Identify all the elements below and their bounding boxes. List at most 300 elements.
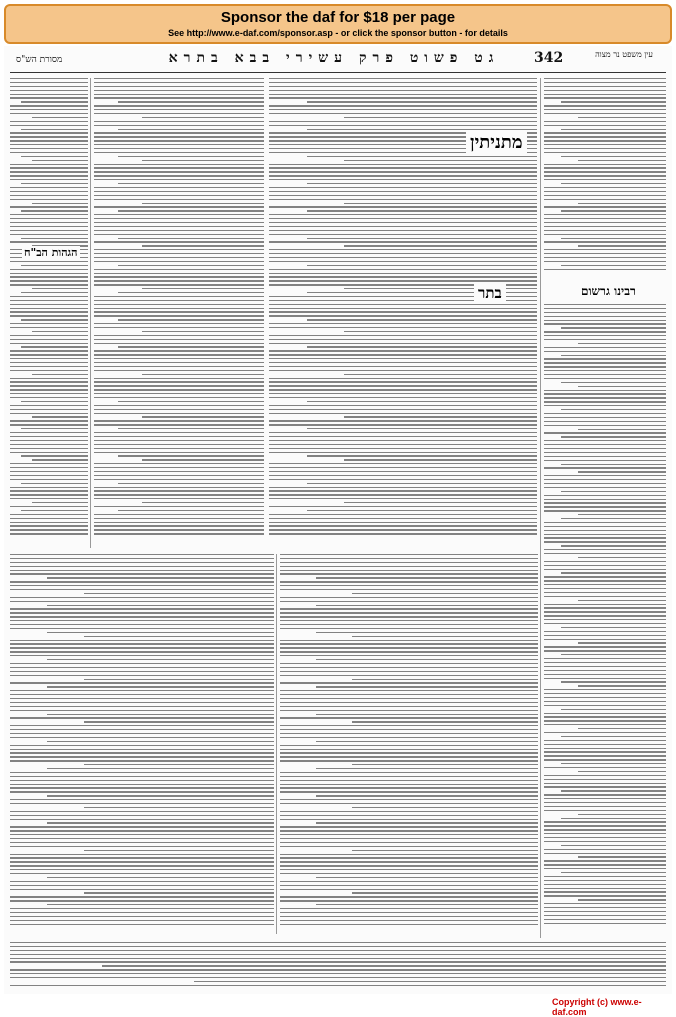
text-line bbox=[21, 183, 88, 184]
text-line bbox=[269, 125, 537, 126]
text-line bbox=[10, 514, 88, 515]
text-line bbox=[10, 651, 274, 652]
text-line bbox=[544, 611, 666, 612]
text-line bbox=[544, 171, 666, 172]
text-line bbox=[142, 374, 264, 375]
text-line bbox=[10, 946, 666, 947]
text-line bbox=[269, 405, 537, 406]
text-line bbox=[10, 308, 88, 309]
text-line bbox=[10, 276, 88, 277]
text-line bbox=[10, 558, 274, 559]
text-line bbox=[544, 425, 666, 426]
text-line bbox=[561, 627, 666, 628]
text-line bbox=[269, 315, 537, 316]
text-line bbox=[280, 671, 538, 672]
text-line bbox=[94, 206, 264, 207]
column-divider-3 bbox=[276, 554, 277, 934]
text-line bbox=[544, 919, 666, 920]
text-line bbox=[544, 187, 666, 188]
text-line bbox=[280, 566, 538, 567]
text-line bbox=[544, 378, 666, 379]
text-line bbox=[544, 440, 666, 441]
text-line bbox=[21, 428, 88, 429]
text-line bbox=[94, 249, 264, 250]
sponsor-banner-title[interactable]: Sponsor the daf for $18 per page bbox=[220, 9, 456, 26]
text-line bbox=[307, 183, 537, 184]
text-line bbox=[10, 671, 274, 672]
text-line bbox=[94, 533, 264, 534]
mishnah-heading: מתניתין bbox=[466, 132, 527, 153]
text-line bbox=[280, 920, 538, 921]
text-line bbox=[84, 850, 274, 851]
talmud-page bbox=[4, 46, 672, 994]
text-line bbox=[10, 339, 88, 340]
text-line bbox=[10, 358, 88, 359]
text-line bbox=[10, 132, 88, 133]
text-line bbox=[280, 834, 538, 835]
text-line bbox=[544, 631, 666, 632]
sponsor-banner[interactable] bbox=[4, 4, 672, 44]
text-line bbox=[578, 899, 666, 900]
text-line bbox=[94, 280, 264, 281]
text-line bbox=[269, 86, 537, 87]
text-line bbox=[561, 545, 666, 546]
text-line bbox=[280, 784, 538, 785]
text-line bbox=[94, 187, 264, 188]
text-line bbox=[544, 510, 666, 511]
text-line bbox=[561, 464, 666, 465]
text-line bbox=[94, 304, 264, 305]
text-line bbox=[269, 413, 537, 414]
text-line bbox=[10, 803, 274, 804]
text-line bbox=[280, 881, 538, 882]
text-line bbox=[269, 525, 537, 526]
text-line bbox=[10, 179, 88, 180]
text-line bbox=[10, 405, 88, 406]
text-line bbox=[269, 82, 537, 83]
text-line bbox=[21, 238, 88, 239]
text-line bbox=[561, 518, 666, 519]
text-line bbox=[578, 203, 666, 204]
text-line bbox=[561, 572, 666, 573]
text-line bbox=[269, 494, 537, 495]
text-line bbox=[10, 518, 88, 519]
text-line bbox=[10, 393, 88, 394]
text-line bbox=[578, 245, 666, 246]
text-line bbox=[10, 675, 274, 676]
text-line bbox=[316, 659, 538, 660]
text-line bbox=[94, 393, 264, 394]
text-line bbox=[544, 148, 666, 149]
text-line bbox=[269, 467, 537, 468]
text-line bbox=[269, 311, 537, 312]
text-line bbox=[94, 253, 264, 254]
text-line bbox=[544, 331, 666, 332]
text-line bbox=[21, 129, 88, 130]
text-line bbox=[561, 238, 666, 239]
text-line bbox=[280, 729, 538, 730]
page-number: 342 bbox=[534, 50, 564, 66]
text-line bbox=[352, 764, 538, 765]
text-line bbox=[544, 199, 666, 200]
text-line bbox=[94, 358, 264, 359]
text-line bbox=[94, 498, 264, 499]
text-line bbox=[10, 942, 666, 943]
text-line bbox=[280, 608, 538, 609]
text-line bbox=[269, 522, 537, 523]
text-line bbox=[280, 612, 538, 613]
text-line bbox=[561, 845, 666, 846]
text-line bbox=[94, 343, 264, 344]
text-line bbox=[544, 783, 666, 784]
text-line bbox=[544, 339, 666, 340]
text-line bbox=[10, 452, 88, 453]
text-line bbox=[280, 756, 538, 757]
text-line bbox=[269, 358, 537, 359]
text-line bbox=[10, 624, 274, 625]
text-line bbox=[269, 490, 537, 491]
text-line bbox=[544, 895, 666, 896]
text-line bbox=[544, 358, 666, 359]
text-line bbox=[544, 705, 666, 706]
text-line bbox=[280, 819, 538, 820]
text-line bbox=[94, 109, 264, 110]
text-line bbox=[269, 276, 537, 277]
text-line bbox=[118, 265, 264, 266]
text-line bbox=[544, 604, 666, 605]
text-line bbox=[10, 842, 274, 843]
text-line bbox=[10, 327, 88, 328]
text-line bbox=[94, 222, 264, 223]
text-line bbox=[269, 529, 537, 530]
text-line bbox=[10, 471, 88, 472]
text-line bbox=[280, 640, 538, 641]
text-line bbox=[32, 416, 88, 417]
text-line bbox=[10, 86, 88, 87]
text-line bbox=[280, 873, 538, 874]
text-line bbox=[544, 506, 666, 507]
text-line bbox=[94, 514, 264, 515]
text-line bbox=[561, 436, 666, 437]
text-line bbox=[10, 554, 274, 555]
text-line bbox=[32, 502, 88, 503]
text-line bbox=[94, 78, 264, 79]
text-line bbox=[578, 386, 666, 387]
text-line bbox=[544, 794, 666, 795]
text-line bbox=[544, 304, 666, 305]
text-line bbox=[544, 347, 666, 348]
text-line bbox=[10, 273, 88, 274]
text-line bbox=[21, 401, 88, 402]
text-line bbox=[269, 206, 537, 207]
text-line bbox=[544, 90, 666, 91]
text-line bbox=[280, 585, 538, 586]
text-line bbox=[94, 164, 264, 165]
text-line bbox=[544, 751, 666, 752]
text-line bbox=[10, 171, 88, 172]
text-line bbox=[578, 728, 666, 729]
text-line bbox=[280, 780, 538, 781]
text-line bbox=[94, 152, 264, 153]
text-line bbox=[21, 156, 88, 157]
text-line bbox=[10, 152, 88, 153]
text-line bbox=[94, 136, 264, 137]
text-line bbox=[269, 214, 537, 215]
text-line bbox=[269, 444, 537, 445]
text-line bbox=[10, 241, 88, 242]
text-line bbox=[94, 362, 264, 363]
text-line bbox=[118, 428, 264, 429]
text-line bbox=[561, 763, 666, 764]
text-line bbox=[544, 615, 666, 616]
text-line bbox=[10, 296, 88, 297]
text-line bbox=[94, 105, 264, 106]
text-line bbox=[94, 378, 264, 379]
text-line bbox=[94, 522, 264, 523]
text-line bbox=[544, 806, 666, 807]
text-line bbox=[10, 881, 274, 882]
text-line bbox=[269, 409, 537, 410]
text-line bbox=[316, 795, 538, 796]
text-line bbox=[544, 94, 666, 95]
text-line bbox=[94, 327, 264, 328]
text-line bbox=[118, 401, 264, 402]
text-line bbox=[544, 755, 666, 756]
text-line bbox=[269, 370, 537, 371]
text-line bbox=[544, 269, 666, 270]
text-line bbox=[47, 686, 274, 687]
text-line bbox=[21, 319, 88, 320]
text-line bbox=[544, 393, 666, 394]
text-line bbox=[94, 144, 264, 145]
text-line bbox=[94, 475, 264, 476]
text-line bbox=[118, 292, 264, 293]
text-line bbox=[94, 308, 264, 309]
text-line bbox=[269, 269, 537, 270]
text-line bbox=[32, 374, 88, 375]
text-line bbox=[280, 706, 538, 707]
text-line bbox=[544, 390, 666, 391]
text-line bbox=[544, 732, 666, 733]
text-line bbox=[94, 171, 264, 172]
text-line bbox=[94, 296, 264, 297]
text-line bbox=[544, 335, 666, 336]
text-line bbox=[280, 597, 538, 598]
hagahot-label: הגהות הב"ח bbox=[24, 246, 78, 259]
text-line bbox=[10, 315, 88, 316]
text-line bbox=[94, 339, 264, 340]
text-line bbox=[269, 420, 537, 421]
text-line bbox=[10, 776, 274, 777]
text-line bbox=[352, 807, 538, 808]
text-line bbox=[269, 323, 537, 324]
copyright-notice: Copyright (c) www.e-daf.com bbox=[552, 997, 642, 1017]
text-line bbox=[280, 745, 538, 746]
text-line bbox=[307, 265, 537, 266]
text-line bbox=[544, 689, 666, 690]
text-line bbox=[280, 889, 538, 890]
text-line bbox=[10, 218, 88, 219]
text-line bbox=[544, 417, 666, 418]
text-line bbox=[280, 628, 538, 629]
text-line bbox=[544, 534, 666, 535]
text-line bbox=[94, 226, 264, 227]
text-line bbox=[47, 741, 274, 742]
text-line bbox=[544, 915, 666, 916]
text-line bbox=[269, 171, 537, 172]
text-line bbox=[10, 643, 274, 644]
text-line bbox=[269, 389, 537, 390]
text-line bbox=[316, 686, 538, 687]
text-line bbox=[94, 167, 264, 168]
text-line bbox=[561, 265, 666, 266]
text-line bbox=[544, 179, 666, 180]
text-line bbox=[544, 370, 666, 371]
text-line bbox=[94, 148, 264, 149]
text-line bbox=[94, 269, 264, 270]
text-line bbox=[269, 518, 537, 519]
text-line bbox=[94, 241, 264, 242]
text-line bbox=[544, 132, 666, 133]
text-line bbox=[544, 798, 666, 799]
text-line bbox=[269, 471, 537, 472]
text-line bbox=[280, 694, 538, 695]
tosafot-column bbox=[94, 78, 264, 548]
text-line bbox=[544, 257, 666, 258]
text-line bbox=[544, 639, 666, 640]
text-line bbox=[544, 849, 666, 850]
text-line bbox=[10, 432, 88, 433]
text-line bbox=[544, 105, 666, 106]
text-line bbox=[10, 815, 274, 816]
text-line bbox=[94, 94, 264, 95]
text-line bbox=[544, 775, 666, 776]
text-line bbox=[47, 795, 274, 796]
text-line bbox=[269, 354, 537, 355]
text-line bbox=[578, 600, 666, 601]
text-line bbox=[544, 218, 666, 219]
text-line bbox=[10, 682, 274, 683]
text-line bbox=[10, 385, 88, 386]
text-line bbox=[142, 288, 264, 289]
text-line bbox=[544, 109, 666, 110]
text-line bbox=[544, 526, 666, 527]
text-line bbox=[10, 950, 666, 951]
text-line bbox=[561, 736, 666, 737]
text-line bbox=[94, 350, 264, 351]
text-line bbox=[280, 737, 538, 738]
text-line bbox=[544, 658, 666, 659]
text-line bbox=[142, 203, 264, 204]
text-line bbox=[10, 105, 88, 106]
text-line bbox=[544, 646, 666, 647]
text-line bbox=[269, 506, 537, 507]
text-line bbox=[10, 378, 88, 379]
text-line bbox=[10, 323, 88, 324]
text-line bbox=[544, 553, 666, 554]
tosafot-text bbox=[94, 78, 264, 548]
sponsor-banner-subtitle[interactable]: See http://www.e-daf.com/sponsor.asp - or click the sponsor button - for details bbox=[168, 28, 508, 38]
text-line bbox=[94, 257, 264, 258]
text-line bbox=[269, 230, 537, 231]
text-line bbox=[10, 420, 88, 421]
text-line bbox=[280, 865, 538, 866]
text-line bbox=[10, 94, 88, 95]
text-line bbox=[280, 667, 538, 668]
text-line bbox=[269, 94, 537, 95]
text-line bbox=[10, 343, 88, 344]
text-line bbox=[280, 725, 538, 726]
text-line bbox=[544, 537, 666, 538]
text-line bbox=[544, 234, 666, 235]
text-line bbox=[544, 779, 666, 780]
page-header bbox=[4, 50, 672, 72]
text-line bbox=[94, 479, 264, 480]
text-line bbox=[280, 682, 538, 683]
text-line bbox=[544, 467, 666, 468]
text-line bbox=[21, 455, 88, 456]
text-line bbox=[269, 191, 537, 192]
text-line bbox=[269, 249, 537, 250]
text-line bbox=[10, 206, 88, 207]
text-line bbox=[544, 230, 666, 231]
text-line bbox=[10, 487, 88, 488]
text-line bbox=[21, 265, 88, 266]
text-line bbox=[10, 136, 88, 137]
text-line bbox=[94, 121, 264, 122]
text-line bbox=[269, 533, 537, 534]
text-line bbox=[544, 868, 666, 869]
text-line bbox=[544, 701, 666, 702]
text-line bbox=[280, 573, 538, 574]
text-line bbox=[280, 601, 538, 602]
text-line bbox=[94, 82, 264, 83]
text-line bbox=[94, 463, 264, 464]
text-line bbox=[280, 776, 538, 777]
text-line bbox=[84, 593, 274, 594]
text-line bbox=[10, 475, 88, 476]
text-line bbox=[316, 632, 538, 633]
text-line bbox=[94, 125, 264, 126]
bottom-notes bbox=[10, 942, 666, 990]
text-line bbox=[10, 311, 88, 312]
text-line bbox=[544, 499, 666, 500]
text-line bbox=[280, 787, 538, 788]
text-line bbox=[10, 725, 274, 726]
text-line bbox=[544, 650, 666, 651]
text-line bbox=[10, 924, 274, 925]
text-line bbox=[561, 129, 666, 130]
text-line bbox=[118, 129, 264, 130]
text-line bbox=[544, 697, 666, 698]
text-line bbox=[10, 140, 88, 141]
text-line bbox=[10, 440, 88, 441]
text-line bbox=[544, 113, 666, 114]
text-line bbox=[280, 885, 538, 886]
text-line bbox=[94, 97, 264, 98]
text-line bbox=[10, 82, 88, 83]
text-line bbox=[280, 581, 538, 582]
text-line bbox=[10, 199, 88, 200]
text-line bbox=[280, 857, 538, 858]
text-line bbox=[544, 320, 666, 321]
text-line bbox=[10, 529, 88, 530]
text-line bbox=[316, 577, 538, 578]
text-line bbox=[10, 479, 88, 480]
text-line bbox=[544, 891, 666, 892]
text-line bbox=[544, 421, 666, 422]
text-line bbox=[269, 498, 537, 499]
